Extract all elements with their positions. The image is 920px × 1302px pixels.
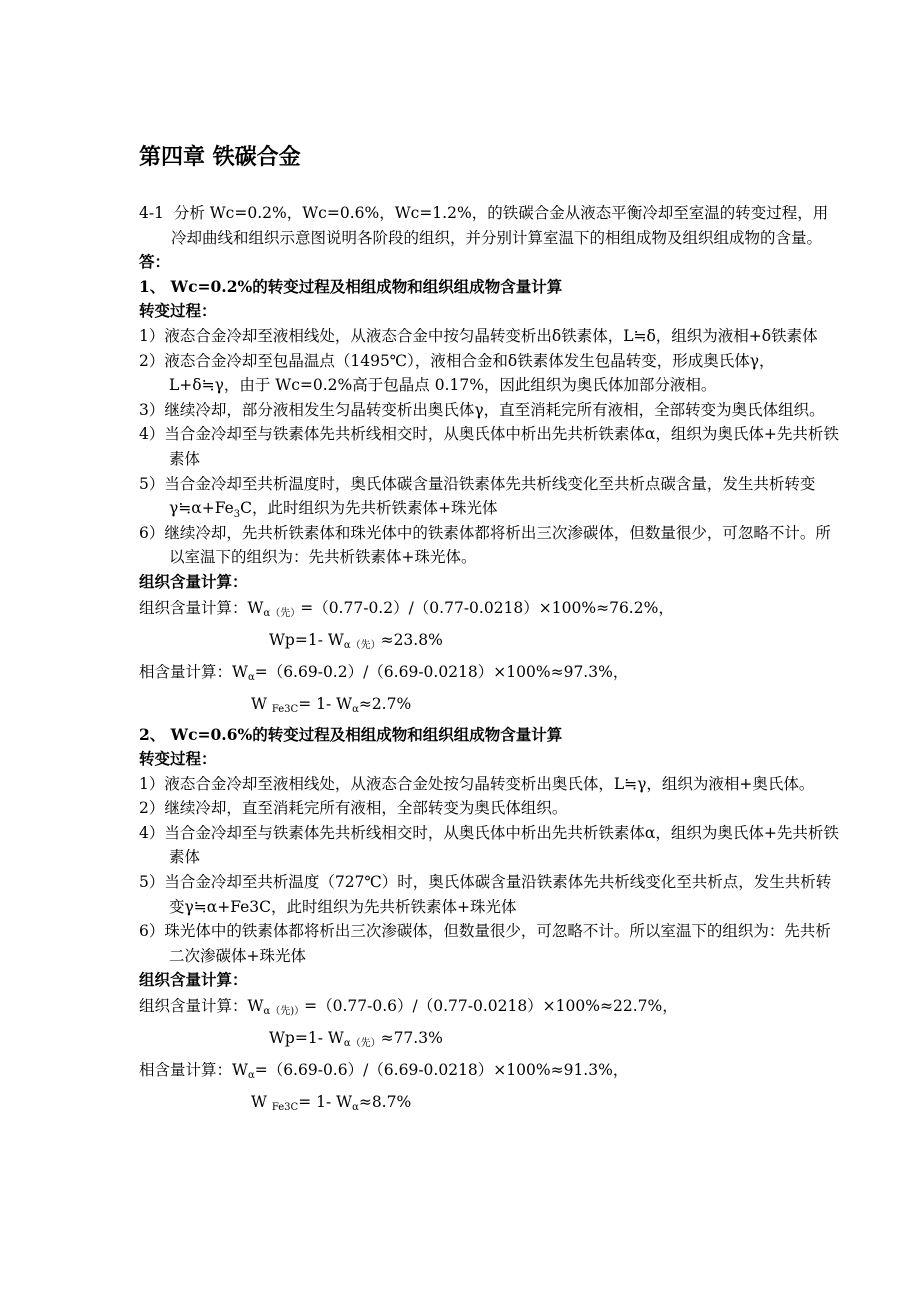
section2-process-label: 转变过程： [139, 749, 217, 769]
formula-body: ≈8.7% [358, 1093, 412, 1112]
formula-body: ≈2.7% [358, 694, 412, 713]
step5-text-a: 5）当合金冷却至共析温度时，奥氏体碳含量沿铁素体先共析线变化至共析点碳含量，发生共析转变γ≒α+Fe [139, 474, 816, 518]
formula-body: =（6.69-0.2）/（6.69-0.0218）×100%≈97.3%， [254, 662, 629, 681]
step5-subscript: 3 [233, 509, 241, 521]
formula-subscript: α [352, 703, 359, 715]
formula-subscript: α（先） [343, 639, 381, 651]
section1-step: 2）液态合金冷却至包晶温点（1495℃），液相合金和δ铁素体发生包晶转变，形成奥氏体γ，L+δ≒γ，由于 Wc=0.2%高于包晶点 0.17%，因此组织为奥氏体加部分液相。 [139, 351, 775, 395]
answer-label: 答： [139, 252, 171, 272]
section1-formula-pearlite [139, 627, 840, 659]
section2-formula-pearlite [139, 1025, 840, 1057]
formula-subscript: Fe3C [271, 703, 299, 715]
formula-mid: = 1- W [298, 1093, 353, 1112]
section1-step: 4）当合金冷却至与铁素体先共析线相交时，从奥氏体中析出先共析铁素体α，组织为奥氏体+先共析铁素体 [139, 425, 839, 468]
formula-prefix: 组织含量计算：W [139, 997, 264, 1016]
formula-prefix: W [251, 694, 272, 713]
formula-prefix: Wp=1- W [269, 630, 344, 649]
formula-prefix: Wp=1- W [269, 1029, 344, 1048]
formula-subscript: α（先） [343, 1038, 381, 1050]
section2-step: 2）继续冷却，直至消耗完所有液相，全部转变为奥氏体组织。 [139, 799, 568, 818]
section2-formula-phase [139, 1057, 840, 1089]
formula-subscript: α（先)） [263, 1006, 305, 1018]
section1-process-label: 转变过程： [139, 301, 217, 321]
section2-step: 5）当合金冷却至共析温度（727℃）时，奥氏体碳含量沿铁素体先共析线变化至共析点，发生共析转变γ≒α+Fe3C，此时组织为先共析铁素体+珠光体 [139, 873, 832, 916]
formula-subscript: α [247, 671, 255, 683]
formula-body: =（0.77-0.6）/（0.77-0.0218）×100%≈22.7%， [304, 997, 678, 1016]
formula-prefix: W [251, 1093, 272, 1112]
formula-body: ≈23.8% [380, 630, 443, 649]
section2-formula-fe3c [139, 1089, 840, 1121]
section2-step: 1）液态合金冷却至液相线处，从液态合金处按匀晶转变析出奥氏体，L≒γ，组织为液相+奥氏体。 [139, 774, 815, 793]
formula-subscript: α（先） [263, 607, 301, 619]
section2-calc-label: 组织含量计算： [139, 970, 248, 990]
question-text: 分析 Wc=0.2%，Wc=0.6%，Wc=1.2%，的铁碳合金从液态平衡冷却至室温的转变过程，用冷却曲线和组织示意图说明各阶段的组织，并分别计算室温下的相组成物及组织组成物的含量。 [171, 204, 829, 247]
section2-formula-structure [139, 993, 840, 1025]
section1-step: 1）液态合金冷却至液相线处，从液态合金中按匀晶转变析出δ铁素体，L≒δ，组织为液相+δ铁素体 [139, 326, 818, 345]
question-number: 4-1 [139, 204, 164, 222]
section1-formula-phase [139, 659, 840, 691]
formula-prefix: 相含量计算：W [139, 662, 248, 681]
section2-step: 4）当合金冷却至与铁素体先共析线相交时，从奥氏体中析出先共析铁素体α，组织为奥氏体+先共析铁素体 [139, 823, 839, 867]
section2-step: 6）珠光体中的铁素体都将析出三次渗碳体，但数量很少，可忽略不计。所以室温下的组织为：先共析二次渗碳体+珠光体 [139, 922, 831, 965]
formula-body: ≈77.3% [380, 1029, 443, 1048]
section1-formula-structure [139, 595, 840, 627]
chapter-title: 第四章 铁碳合金 [139, 145, 301, 170]
formula-body: =（0.77-0.2）/（0.77-0.0218）×100%≈76.2%， [300, 598, 674, 617]
formula-body: =（6.69-0.6）/（6.69-0.0218）×100%≈91.3%， [254, 1061, 629, 1080]
formula-subscript: α [352, 1102, 359, 1114]
formula-mid: = 1- W [298, 694, 353, 713]
formula-subscript: Fe3C [271, 1102, 299, 1114]
section2-heading: 2、 Wc=0.6%的转变过程及相组成物和组织组成物含量计算 [139, 724, 563, 744]
section1-calc-label: 组织含量计算： [139, 571, 248, 591]
formula-subscript: α [247, 1070, 255, 1082]
section1-step: 3）继续冷却，部分液相发生匀晶转变析出奥氏体γ，直至消耗完所有液相，全部转变为奥氏体组织。 [139, 400, 825, 419]
section1-step: 6）继续冷却，先共析铁素体和珠光体中的铁素体都将析出三次渗碳体，但数量很少，可忽略不计。所以室温下的组织为：先共析铁素体+珠光体。 [139, 523, 831, 567]
section1-formula-fe3c [139, 691, 840, 723]
formula-prefix: 相含量计算：W [139, 1061, 248, 1080]
section1-step-5 [139, 472, 840, 521]
formula-prefix: 组织含量计算：W [139, 598, 264, 617]
section1-heading: 1、 Wc=0.2%的转变过程及相组成物和组织组成物含量计算 [139, 276, 563, 296]
question-paragraph [139, 201, 840, 250]
step5-text-b: C，此时组织为先共析铁素体+珠光体 [240, 499, 498, 518]
